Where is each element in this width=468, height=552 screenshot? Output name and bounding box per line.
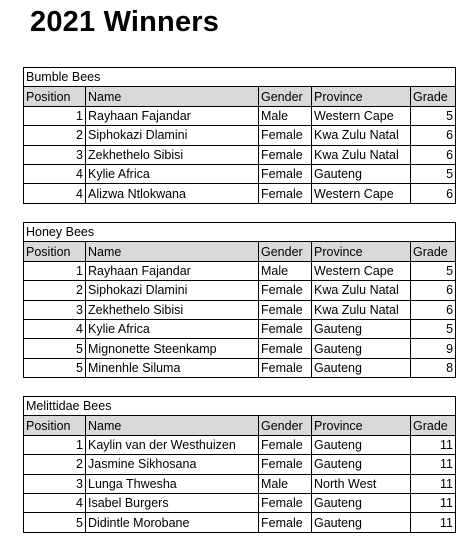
table-row [24, 339, 456, 358]
name-cell: Rayhaan Fajandar [86, 106, 259, 125]
table-row [24, 106, 456, 125]
position-cell: 1 [24, 106, 86, 125]
position-cell: 3 [24, 474, 86, 493]
column-header-name: Name [86, 242, 259, 261]
position-cell: 1 [24, 435, 86, 454]
grade-cell: 5 [411, 319, 456, 338]
table-row [24, 281, 456, 300]
column-header-gender: Gender [259, 242, 312, 261]
section-title: Bumble Bees [24, 68, 456, 87]
column-header-position: Position [24, 87, 86, 106]
province-cell: Kwa Zulu Natal [312, 145, 411, 164]
gender-cell: Female [259, 435, 312, 454]
section-honey-bees [23, 222, 455, 378]
gender-cell: Female [259, 300, 312, 319]
position-cell: 4 [24, 164, 86, 183]
column-header-name: Name [86, 87, 259, 106]
position-cell: 1 [24, 261, 86, 280]
column-header-name: Name [86, 416, 259, 435]
column-header-position: Position [24, 242, 86, 261]
table-row [24, 435, 456, 454]
grade-cell: 5 [411, 106, 456, 125]
gender-cell: Female [259, 513, 312, 532]
column-header-gender: Gender [259, 87, 312, 106]
winners-table [23, 222, 456, 378]
name-cell: Jasmine Sikhosana [86, 455, 259, 474]
winners-table [23, 67, 456, 204]
gender-cell: Female [259, 455, 312, 474]
column-header-gender: Gender [259, 416, 312, 435]
column-header-grade: Grade [411, 87, 456, 106]
section-melittidae-bees [23, 396, 455, 533]
grade-cell: 6 [411, 126, 456, 145]
header-row [24, 87, 456, 106]
position-cell: 5 [24, 513, 86, 532]
name-cell: Rayhaan Fajandar [86, 261, 259, 280]
gender-cell: Male [259, 106, 312, 125]
position-cell: 4 [24, 319, 86, 338]
column-header-province: Province [312, 242, 411, 261]
column-header-province: Province [312, 416, 411, 435]
province-cell: Western Cape [312, 261, 411, 280]
name-cell: Siphokazi Dlamini [86, 281, 259, 300]
name-cell: Kaylin van der Westhuizen [86, 435, 259, 454]
position-cell: 5 [24, 358, 86, 377]
gender-cell: Female [259, 145, 312, 164]
province-cell: Gauteng [312, 455, 411, 474]
grade-cell: 11 [411, 513, 456, 532]
name-cell: Kylie Africa [86, 319, 259, 338]
position-cell: 4 [24, 184, 86, 203]
name-cell: Didintle Morobane [86, 513, 259, 532]
name-cell: Zekhethelo Sibisi [86, 300, 259, 319]
grade-cell: 6 [411, 184, 456, 203]
gender-cell: Female [259, 281, 312, 300]
table-row [24, 493, 456, 512]
grade-cell: 11 [411, 474, 456, 493]
grade-cell: 6 [411, 145, 456, 164]
province-cell: Gauteng [312, 339, 411, 358]
province-cell: Gauteng [312, 513, 411, 532]
grade-cell: 11 [411, 493, 456, 512]
table-row [24, 455, 456, 474]
name-cell: Kylie Africa [86, 164, 259, 183]
column-header-position: Position [24, 416, 86, 435]
province-cell: North West [312, 474, 411, 493]
province-cell: Gauteng [312, 319, 411, 338]
column-header-grade: Grade [411, 242, 456, 261]
table-row [24, 319, 456, 338]
province-cell: Western Cape [312, 184, 411, 203]
table-row [24, 474, 456, 493]
table-row [24, 261, 456, 280]
province-cell: Western Cape [312, 106, 411, 125]
header-row [24, 416, 456, 435]
table-row [24, 126, 456, 145]
table-row [24, 145, 456, 164]
gender-cell: Female [259, 319, 312, 338]
table-row [24, 164, 456, 183]
gender-cell: Male [259, 474, 312, 493]
province-cell: Gauteng [312, 358, 411, 377]
name-cell: Zekhethelo Sibisi [86, 145, 259, 164]
position-cell: 5 [24, 339, 86, 358]
gender-cell: Female [259, 126, 312, 145]
position-cell: 2 [24, 126, 86, 145]
province-cell: Kwa Zulu Natal [312, 126, 411, 145]
province-cell: Gauteng [312, 435, 411, 454]
grade-cell: 11 [411, 435, 456, 454]
position-cell: 3 [24, 145, 86, 164]
gender-cell: Female [259, 184, 312, 203]
grade-cell: 6 [411, 300, 456, 319]
name-cell: Isabel Burgers [86, 493, 259, 512]
province-cell: Kwa Zulu Natal [312, 300, 411, 319]
section-bumble-bees [23, 67, 455, 204]
column-header-grade: Grade [411, 416, 456, 435]
table-row [24, 184, 456, 203]
grade-cell: 5 [411, 164, 456, 183]
grade-cell: 8 [411, 358, 456, 377]
position-cell: 3 [24, 300, 86, 319]
grade-cell: 6 [411, 281, 456, 300]
gender-cell: Male [259, 261, 312, 280]
province-cell: Gauteng [312, 164, 411, 183]
name-cell: Minenhle Siluma [86, 358, 259, 377]
header-row [24, 242, 456, 261]
gender-cell: Female [259, 339, 312, 358]
grade-cell: 11 [411, 455, 456, 474]
gender-cell: Female [259, 358, 312, 377]
gender-cell: Female [259, 493, 312, 512]
province-cell: Kwa Zulu Natal [312, 281, 411, 300]
province-cell: Gauteng [312, 493, 411, 512]
name-cell: Siphokazi Dlamini [86, 126, 259, 145]
column-header-province: Province [312, 87, 411, 106]
name-cell: Alizwa Ntlokwana [86, 184, 259, 203]
name-cell: Mignonette Steenkamp [86, 339, 259, 358]
position-cell: 4 [24, 493, 86, 512]
position-cell: 2 [24, 281, 86, 300]
section-title: Melittidae Bees [24, 397, 456, 416]
grade-cell: 9 [411, 339, 456, 358]
section-title: Honey Bees [24, 223, 456, 242]
position-cell: 2 [24, 455, 86, 474]
table-row [24, 358, 456, 377]
table-row [24, 300, 456, 319]
grade-cell: 5 [411, 261, 456, 280]
name-cell: Lunga Thwesha [86, 474, 259, 493]
table-row [24, 513, 456, 532]
gender-cell: Female [259, 164, 312, 183]
page-title: 2021 Winners [30, 6, 220, 38]
winners-table [23, 396, 456, 533]
